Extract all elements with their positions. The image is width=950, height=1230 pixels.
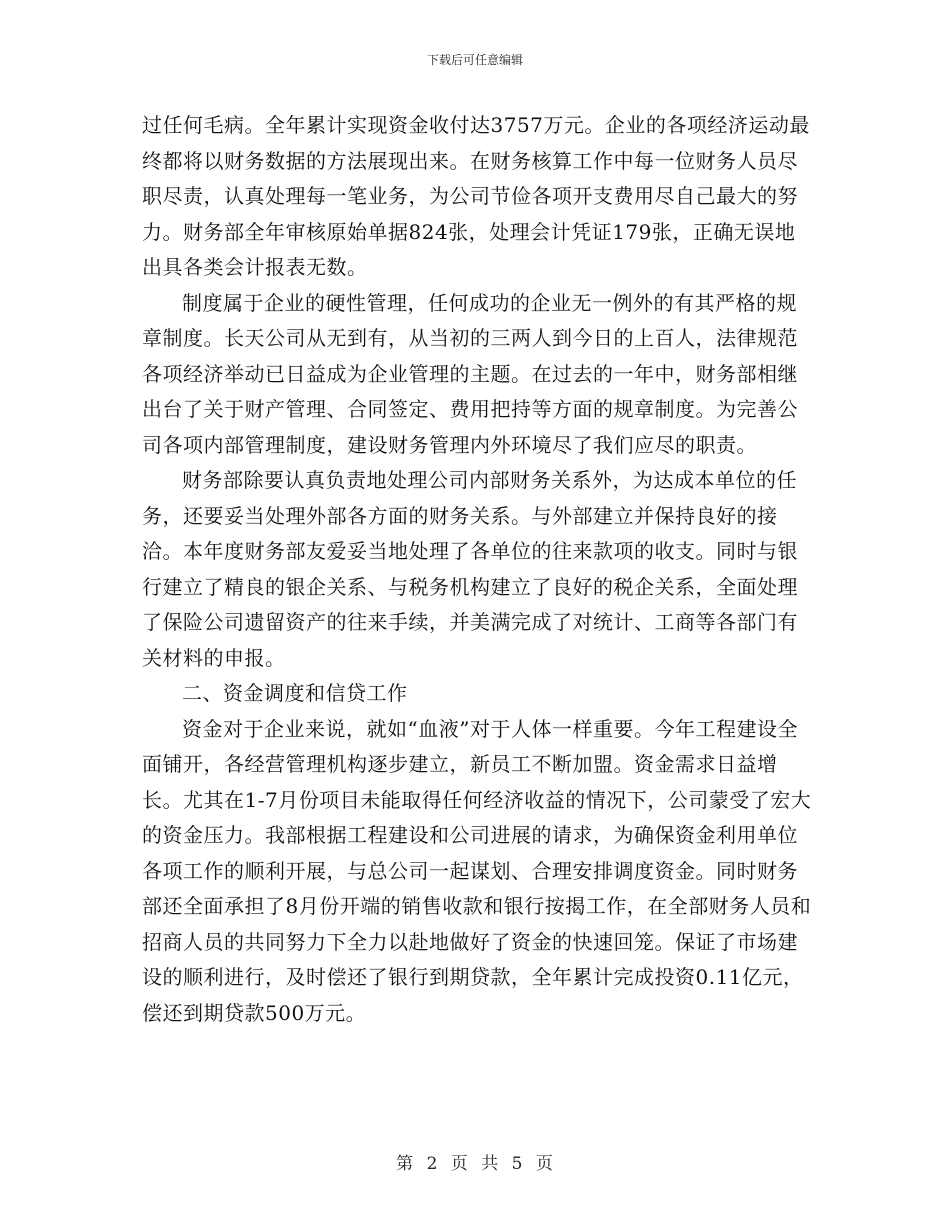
paragraph-external-relations: 财务部除要认真负责地处理公司内部财务关系外，为达成本单位的任务，还要妥当处理外部各方面的财务关系。与外部建立并保持良好的接洽。本年度财务部友爱妥当地处理了各单位的往来款项的收支。同时与银行建立了精良的银企关系、与税务机构建立了良好的税企关系，全面处理了保险公司遗留资产的往来手续，并美满完成了对统计、工商等各部门有关材料的申报。 [142, 468, 798, 670]
page-number: 第 2 页 共 5 页 [396, 1154, 554, 1174]
page-header: 下载后可任意编辑 [426, 53, 523, 67]
paragraph-funds: 资金对于企业来说，就如“血液”对于人体一样重要。今年工程建设全面铺开，各经营管理机构逐步建立，新员工不断加盟。资金需求日益增长。尤其在1-7月份项目未能取得任何经济收益的情况下，公司蒙受了宏大的资金压力。我部根据工程建设和公司进展的请求，为确保资金利用单位各项工作的顺利开展，与总公司一起谋划、合理安排调度资金。同时财务部还全面承担了8月份开端的销售收款和银行按揭工作，在全部财务人员和招商人员的共同努力下全力以赴地做好了资金的快速回笼。保证了市场建设的顺利进行，及时偿还了银行到期贷款，全年累计完成投资0.11亿元，偿还到期贷款500万元。 [142, 716, 812, 1025]
section-heading: 二、资金调度和信贷工作 [182, 681, 408, 705]
paragraph-regulations: 制度属于企业的硬性管理，任何成功的企业无一例外的有其严格的规章制度。长天公司从无到有，从当初的三两人到今日的上百人，法律规范各项经济举动已日益成为企业管理的主题。在过去的一年中，财务部相继出台了关于财产管理、合同签定、费用把持等方面的规章制度。为完善公司各项内部管理制度，建设财务管理内外环境尽了我们应尽的职责。 [142, 290, 798, 457]
document-body [142, 108, 812, 1031]
paragraph-continued: 过任何毛病。全年累计实现资金收付达3757万元。企业的各项经济运动最终都将以财务数据的方法展现出来。在财务核算工作中每一位财务人员尽职尽责，认真处理每一笔业务，为公司节俭各项开支费用尽自己最大的努力。财务部全年审核原始单据824张，处理会计凭证179张，正确无误地出具各类会计报表无数。 [142, 113, 810, 279]
